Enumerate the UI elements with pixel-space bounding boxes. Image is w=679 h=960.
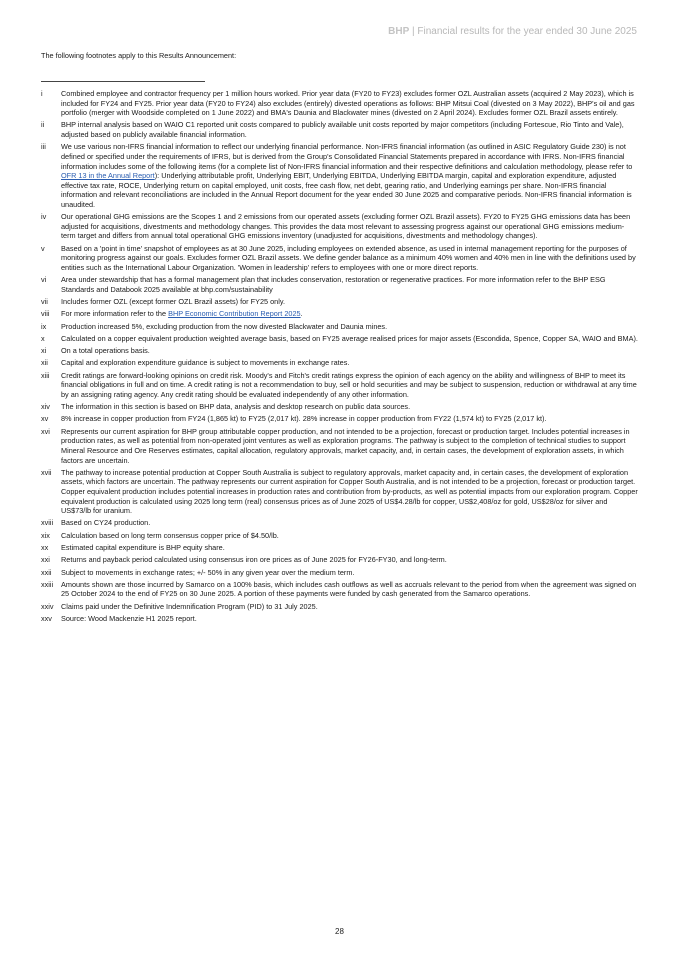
footnote-number: iii	[41, 142, 46, 152]
footnote-text: Credit ratings are forward-looking opinions on credit risk. Moody's and Fitch's credit ratings express the opinion of each agency on the ability and willingness of BHP to meet its financial obligations in full and on time. A credit rating is not a recommendation to buy, sell or hold securities and may be subject to suspension, reduction or withdrawal at any time by an assigning rating agency. Any credit rating should be evaluated independently of any other information.	[61, 370, 637, 399]
footnote-number: xv	[41, 414, 49, 424]
footnote-text	[61, 142, 638, 209]
economic-contribution-report-link[interactable]: BHP Economic Contribution Report 2025	[168, 309, 301, 319]
footnote	[41, 414, 638, 424]
footnote-text: Represents our current aspiration for BHP group attributable copper production, and not intended to be a projection, forecast or production target. Includes potential increases in production rates, as well as potential from non-operated joint ventures as well as exploration programs. The pathway is subject to the completion of technical studies to support Mineral Resource and Ore Reserves estimates, capital allocation, regulatory approvals, market capacity, and, in certain cases, the development of exploration assets, in which factors are uncertain.	[61, 426, 630, 465]
footnote	[41, 142, 638, 209]
footnote-number: xxi	[41, 555, 50, 565]
footnote	[41, 346, 638, 356]
footnote	[41, 568, 638, 578]
footnote-number: viii	[41, 309, 50, 319]
footnote-text: Capital and exploration expenditure guidance is subject to movements in exchange rates.	[61, 358, 350, 368]
footnote-text: Our operational GHG emissions are the Scopes 1 and 2 emissions from our operated assets (excluding former OZL Brazil assets). FY20 to FY25 GHG emissions data has been adjusted for acquisitions, divestments and methodology changes. This provides the data most relevant to assessing progress against our operational GHG emissions medium-term target and differs from annual total operational GHG emissions inventory (unadjusted for acquisitions, divestments and methodology changes).	[61, 212, 631, 241]
footnote-number: xxii	[41, 567, 52, 577]
footnote-text: Calculated on a copper equivalent production weighted average basis, based on FY25 average realised prices for major assets (Escondida, Spence, Copper SA, WAIO and BMA).	[61, 333, 638, 343]
footnote	[41, 602, 638, 612]
footnote-number: v	[41, 243, 45, 253]
footnote-list	[41, 89, 638, 626]
footnote-text: Amounts shown are those incurred by Samarco on a 100% basis, which includes cash outflows as well as accruals relevant to the period from when the agreement was signed on 25 October 2024 to the end of FY25 on 30 June 2025. A portion of these payments were funded by cash generated from the Samarco operations.	[61, 579, 637, 599]
footnote-text: Production increased 5%, excluding production from the now divested Blackwater and Daunia mines.	[61, 321, 388, 331]
footnote	[41, 402, 638, 412]
header-title: Financial results for the year ended 30 June 2025	[417, 26, 637, 37]
footnote-text: On a total operations basis.	[61, 346, 150, 356]
page-number: 28	[335, 927, 344, 936]
footnote-text: Based on a 'point in time' snapshot of employees as at 30 June 2025, including employees on extended absence, as used in internal management reporting for the purposes of monitoring progress against our goals. Excludes former OZL Brazil assets. We define gender balance as a minimum 40% women and 40% men in line with the definitions used by entities such as the International Labour Organization. 'Women in leadership' refers to employees with one or more direct reports.	[61, 243, 636, 272]
footnote	[41, 334, 638, 344]
footnote-number: ii	[41, 120, 45, 130]
footnote	[41, 275, 638, 294]
footnote-text: Area under stewardship that has a formal management plan that includes conservation, restoration or regenerative practices. For more information refer to the BHP ESG Standards and Databook 2025 available at bhp.com/sustainability	[61, 275, 606, 294]
footnote-number: vii	[41, 297, 48, 306]
footnote	[41, 468, 638, 516]
footnote-number: xii	[41, 358, 48, 368]
footnote	[41, 531, 638, 541]
footnote-text-part: For more information refer to the	[61, 309, 169, 319]
footnote-number: xvi	[41, 426, 50, 436]
header-separator: |	[409, 26, 418, 37]
footnote	[41, 358, 638, 368]
footnote-text: BHP internal analysis based on WAIO C1 reported unit costs compared to publicly available unit costs reported by major competitors (including Fortescue, Rio Tinto and Vale), adjusted based on publicly available financial information.	[61, 120, 624, 140]
footnote-number: xvii	[41, 467, 52, 477]
footnote-number: xiii	[41, 370, 50, 380]
footnote-text: Combined employee and contractor frequency per 1 million hours worked. Prior year data (FY20 to FY23) excludes former OZL Australian assets (acquired 2 May 2023), which is included for FY24 and FY25. Prior year data (FY20 to FY24) also excludes (entirely) divested operations as follows: BHP Mitsui Coal (divested on 3 May 2022), BHP's oil and gas portfolio (merger with Woodside completed on 1 June 2022) and BMA's Daunia and Blackwater mines (divested on 2 April 2024). Excludes former OZL Brazil assets entirely.	[61, 89, 635, 118]
footnote-text: Claims paid under the Definitive Indemnification Program (PID) to 31 July 2025.	[61, 601, 318, 611]
footnote	[41, 120, 638, 139]
footnote-text-part: ): Underlying attributable profit, Underlying EBIT, Underlying EBITDA, Underlying EBITDA margin, capital and exploration expenditure, adjusted effective tax rate, ROCE, Underlying return on capital employed, unit costs, free cash flow, net debt, gearing ratio, and Underlying earnings per share. Non-IFRS financial information and relevant reconciliations are included in the Annual Report document for the year ended 30 June 2025 and comparative periods. Non-IFRS financial information is unaudited.	[61, 171, 632, 209]
footnote	[41, 371, 638, 400]
footnote-number: x	[41, 333, 45, 343]
footnote-number: i	[41, 89, 43, 98]
footnote-text: Calculation based on long term consensus copper price of $4.50/lb.	[61, 530, 279, 540]
footnote-text: Returns and payback period calculated using consensus iron ore prices as of June 2025 for FY26-FY30, and long-term.	[61, 555, 447, 565]
footnote	[41, 244, 638, 273]
footnote	[41, 427, 638, 465]
footnote	[41, 555, 638, 565]
intro-text: The following footnotes apply to this Results Announcement:	[41, 51, 237, 60]
footnote-text: Source: Wood Mackenzie H1 2025 report.	[61, 614, 197, 623]
footnote-text: The information in this section is based on BHP data, analysis and desktop research on public data sources.	[61, 402, 411, 412]
footnote-number: xi	[41, 346, 47, 356]
footnote	[41, 309, 638, 319]
footnote-divider	[41, 81, 205, 82]
annual-report-link[interactable]: OFR 13 in the Annual Report	[61, 171, 155, 181]
footnote-text	[61, 309, 638, 319]
footnote-number: vi	[41, 275, 47, 285]
header-brand: BHP	[388, 26, 410, 37]
footnote-number: xiv	[41, 402, 50, 412]
footnote-text-part: We use various non-IFRS financial information to reflect our underlying financial performance. Non-IFRS financial information (as outlined in ASIC Regulatory Guide 230) is not defined or specified under the requirements of IFRS, but is derived from the Group's Consolidated Financial Statements prepared in accordance with IFRS. Non-IFRS financial information includes some of the following items (for a complete list of Non-IFRS financial information and their respective definitions and calculation methodology, please refer to	[61, 142, 633, 171]
footnote	[41, 89, 638, 118]
footnote-number: xx	[41, 543, 49, 552]
footnote-number: xxiii	[41, 579, 54, 589]
footnote-number: xxv	[41, 614, 52, 623]
footnote-text: 8% increase in copper production from FY24 (1,865 kt) to FY25 (2,017 kt). 28% increase in copper production from FY22 (1,574 kt) to FY25 (2,017 kt).	[61, 414, 547, 424]
footnote	[41, 580, 638, 599]
footnote-text: Estimated capital expenditure is BHP equity share.	[61, 543, 225, 552]
footnote	[41, 543, 638, 553]
footnote	[41, 518, 638, 528]
footnote-text: Based on CY24 production.	[61, 518, 151, 528]
footnote-number: ix	[41, 321, 47, 331]
footnote-number: xviii	[41, 518, 54, 528]
footnote	[41, 212, 638, 241]
footnote	[41, 614, 638, 624]
footnote-number: xix	[41, 530, 50, 540]
footnote	[41, 297, 638, 307]
footnote-text: Subject to movements in exchange rates; +/- 50% in any given year over the medium term.	[61, 567, 355, 577]
page-header	[388, 26, 637, 37]
footnote	[41, 322, 638, 332]
footnote-text: Includes former OZL (except former OZL Brazil assets) for FY25 only.	[61, 297, 285, 306]
footnote-text: The pathway to increase potential production at Copper South Australia is subject to regulatory approvals, market capacity and, in certain cases, the development of exploration assets, which factors are uncertain. The pathway represents our current aspiration for Copper South Australia, and is not intended to be a projection, forecast or production target. Copper equivalent production includes potential increases in production rates and contribution from by-products, as well as potential impacts from our exploration program. Copper equivalent production is calculated using 2025 long term (real) consensus prices as of June 2025 of US$4.28/lb for copper, US$2,408/oz for gold, US$28/oz for silver and US$73/lb for uranium.	[61, 467, 638, 516]
footnote-number: xxiv	[41, 601, 54, 611]
footnote-text-part: .	[300, 309, 303, 319]
footnote-number: iv	[41, 212, 47, 222]
